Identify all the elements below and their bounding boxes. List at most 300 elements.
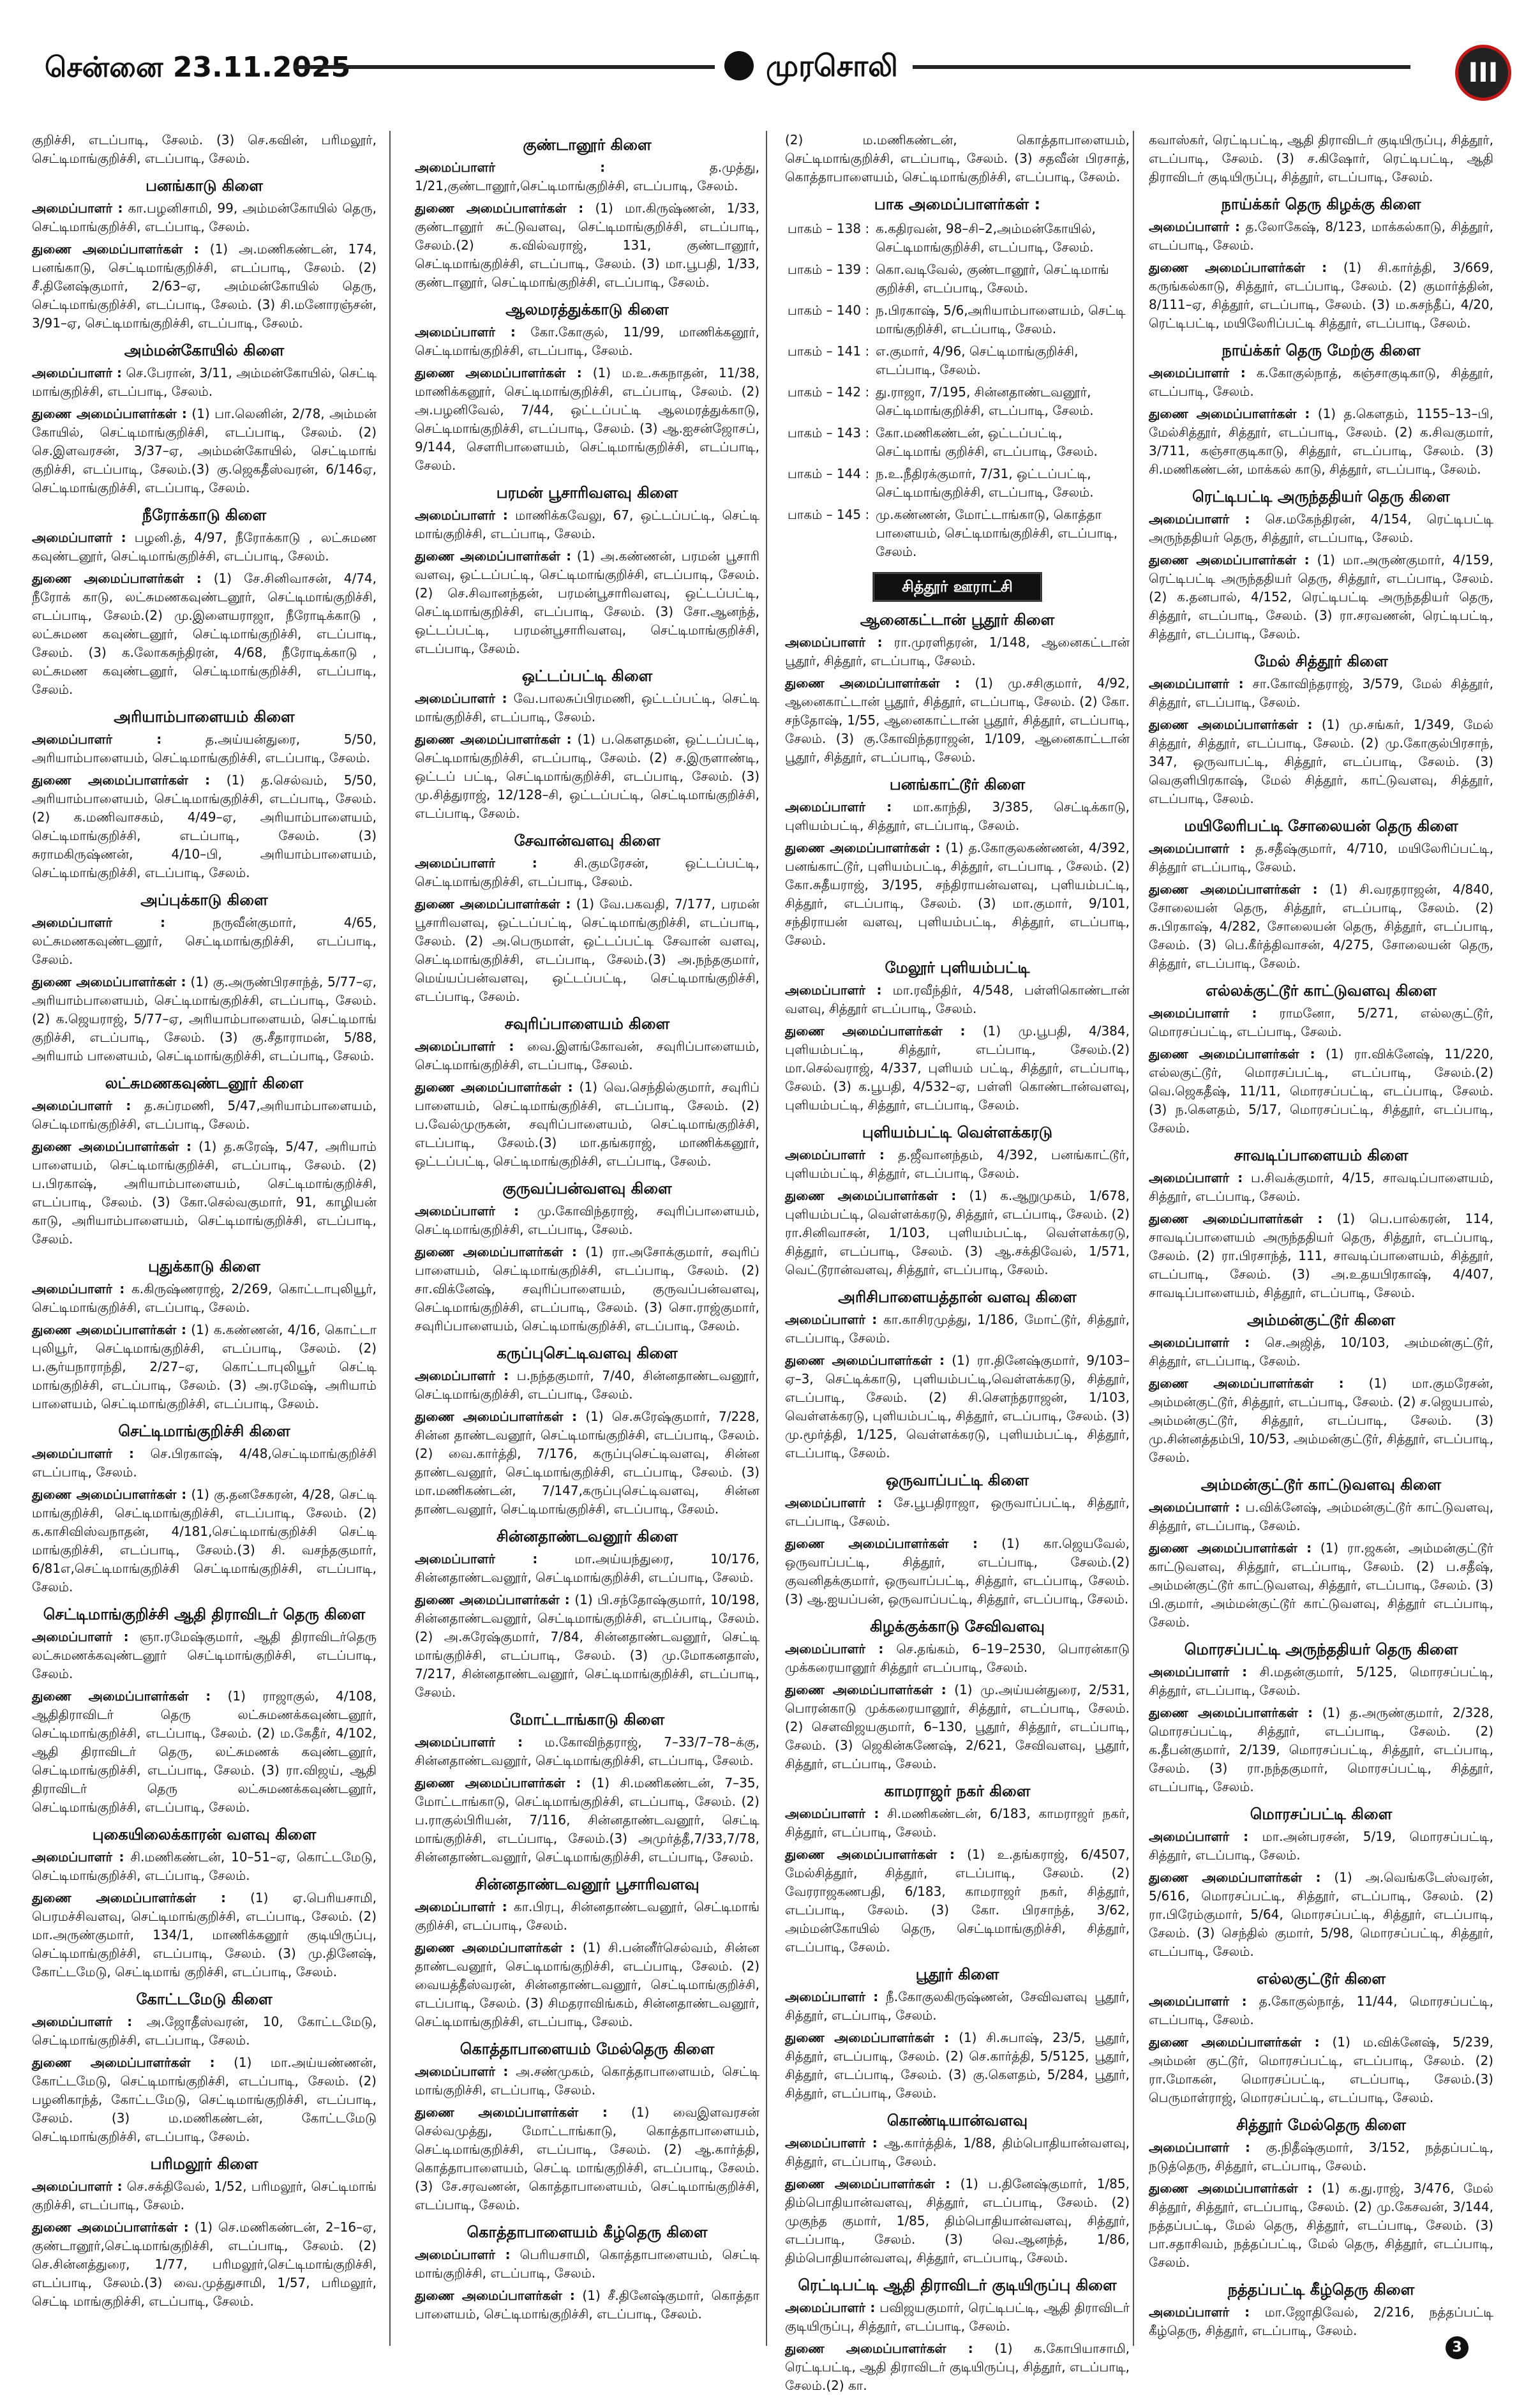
branch-section	[32, 2155, 377, 2311]
branch-heading: கிழக்குக்காடு சேவிவளவு	[870, 1618, 1045, 1635]
role-label: துணை அமைப்பாளர்கள் :	[1149, 1540, 1312, 1556]
branch-section	[1149, 1805, 1493, 1961]
appointment-paragraph	[1149, 1868, 1493, 1961]
branch-heading: லட்சுமணகவுண்டனூர் கிளை	[105, 1074, 304, 1092]
branch-heading: அம்மன்கோயில் கிளை	[124, 342, 285, 359]
member-details: (1) பி.சந்தோஷ்குமார், 10/198, சின்னதாண்டவனூர், செட்டிமாங்குறிச்சி, எடப்பாடி, சேலம். (2) அ.சுரேஷ்குமார், 7/84, சின்னதாண்டவனூர், செட்டி மாங்குறிச்சி, எடப்பாடி, சேலம். (3) மு.மோகனதாஸ், 7/217, சின்னதாண்டவனூர், செட்டிமாங்குறிச்சி, எடப்பாடி, சேலம்.	[415, 1592, 759, 1700]
branch-section	[415, 301, 759, 475]
role-label: அமைப்பாளர் :	[32, 365, 123, 380]
member-details: ராமனோ, 5/271, எல்லகுட்டூர், மொரசப்பட்டி, எடப்பாடி, சேலம்.	[1149, 1005, 1494, 1039]
member-details: (1) பா.லெனின், 2/78, அம்மன் கோயில், செட்டிமாங்குறிச்சி, எடப்பாடி, சேலம். (2) செ.இளவரசன், 3/37–ஏ, அம்மன்கோயில், செட்டிமாங் குறிச்சி, எடப்பாடி, சேலம்.(3) கு.ஜெகதீஸ்வரன், 6/146ஏ, செட்டிமாங்குறிச்சி, எடப்பாடி, சேலம்.	[32, 406, 377, 495]
booth-row	[785, 340, 1130, 381]
member-details: பெரியசாமி, கொத்தாபாளையம், செட்டி மாங்குறிச்சி, எடப்பாடி, சேலம்.	[415, 2247, 759, 2281]
role-label: அமைப்பாளர் :	[1149, 1335, 1250, 1350]
appointment-paragraph	[1149, 1498, 1493, 1535]
appointment-paragraph	[32, 1280, 377, 1317]
appointment-paragraph	[415, 1037, 759, 1074]
role-label: அமைப்பாளர் :	[415, 1039, 514, 1054]
member-details: ஆ.கார்த்திக், 1/88, திம்பொதியான்வளவு, சித்தூர், எடப்பாடி, சேலம்.	[785, 2135, 1130, 2169]
branch-section	[1149, 488, 1493, 643]
member-details: செ.அஜித், 10/103, அம்மன்குட்டூர், சித்தூர், எடப்பாடி, சேலம்.	[1149, 1335, 1494, 1369]
role-label: துணை அமைப்பாளர்கள் :	[415, 2288, 575, 2303]
member-details: த.சுப்ரமணி, 5/47,அரியாம்பாளையம், செட்டிமாங்குறிச்சி, எடப்பாடி, சேலம்.	[32, 1098, 377, 1132]
role-label: அமைப்பாளர் :	[415, 1734, 523, 1750]
page-header	[26, 45, 1519, 96]
member-details: (1) கா.ஜெயவேல், ஒருவாப்பட்டி, சித்தூர், எடப்பாடி, சேலம்.(2) குவனிதக்குமார், ஒருவாப்பட்டி, சித்தூர், எடப்பாடி, சேலம். (3) ஆ.ஐயப்பன், ஒருவாப்பட்டி, சித்தூர், எடப்பாடி, சேலம்.	[785, 1536, 1130, 1607]
member-details: (1) மா.கிருஷ்ணன், 1/33, குண்டானூர் சுட்டுவளவு, செட்டிமாங்குறிச்சி, எடப்பாடி, சேலம்.(2) க.வில்வராஜ், 131, குண்டானூர், செட்டிமாங்குறிச்சி, எடப்பாடி, சேலம். (3) மா.பூபதி, 1/33, குண்டானூர், செட்டிமாங்குறிச்சி, எடப்பாடி, சேலம்.	[415, 200, 759, 290]
role-label: துணை அமைப்பாளர்கள் :	[1149, 406, 1310, 421]
appointment-paragraph	[785, 1640, 1130, 1677]
role-label: துணை அமைப்பாளர்கள் :	[785, 2030, 950, 2045]
role-label: துணை அமைப்பாளர்கள் :	[785, 1536, 978, 1551]
appointment-paragraph	[1149, 1210, 1493, 1302]
booth-row	[785, 504, 1130, 563]
member-details: க.கோகுல்நாத், கஞ்சாகுடிகாடு, சித்தூர், எடப்பாடி, சேலம்.	[1149, 365, 1493, 399]
appointment-paragraph	[415, 547, 759, 658]
branch-section	[785, 776, 1130, 950]
branch-section	[415, 2040, 759, 2214]
branch-heading: ஒருவாப்பட்டி கிளை	[885, 1471, 1029, 1489]
branch-heading: சின்னதாண்டவனூர் பூசாரிவளவு	[475, 1875, 699, 1893]
role-label: துணை அமைப்பாளர்கள் :	[32, 571, 202, 586]
appointment-paragraph	[785, 1681, 1130, 1773]
branch-section	[785, 1618, 1130, 1773]
appointment-paragraph	[415, 1243, 759, 1335]
branch-section	[1149, 131, 1493, 186]
role-label: அமைப்பாளர் :	[415, 324, 516, 340]
branch-section	[785, 1782, 1130, 1956]
member-details: (1) த.கௌதம், 1155–13–பி, மேல்சித்தூர், சித்தூர், எடப்பாடி, சேலம். (2) க.சிவகுமார், 3/711, கஞ்சாகுடிகாடு, சித்தூர், எடப்பாடி, சேலம். (3) சி.மணிகண்டன், மாக்கல் காடு, சித்தூர், எடப்பாடி, சேலம்.	[1149, 406, 1493, 477]
branch-heading: அம்மன்குட்டூர் கிளை	[1246, 1311, 1396, 1329]
member-details: (1) த.அருண்குமார், 2/328, மொரசப்பட்டி, சித்தூர், எடப்பாடி, சேலம். (2) க.தீபன்குமார், 2/139, மொரசப்பட்டி, சித்தூர், எடப்பாடி, சேலம். (3) ரா.நந்தகுமார், மொரசப்பட்டி, சித்தூர், எடப்பாடி, சேலம்.	[1149, 1705, 1493, 1794]
role-label: அமைப்பாளர் :	[32, 2179, 123, 2194]
role-label: அமைப்பாளர் :	[415, 2064, 509, 2079]
branch-section	[415, 1344, 759, 1519]
role-label: அமைப்பாளர் :	[415, 1203, 520, 1219]
appointment-paragraph	[32, 1485, 377, 1596]
member-details: மா.காந்தி, 3/385, செட்டிக்காடு, புளியம்பட்டி, சித்தூர், எடப்பாடி, சேலம்.	[785, 799, 1130, 833]
branch-heading: ரெட்டிபட்டி ஆதி திராவிடர் குடியிருப்பு கிளை	[798, 2276, 1117, 2294]
appointment-paragraph	[415, 1078, 759, 1171]
role-label: அமைப்பாளர் :	[785, 1989, 879, 2004]
member-details: (1) சி.கார்த்தி, 3/669, கருங்கல்காடு, சித்தூர், எடப்பாடி, சேலம். (2) குமார்த்தின், 8/111–ஏ, சித்தூர், எடப்பாடி, சேலம். (3) ம.சுசந்தீப், 4/20, ரெட்டிபட்டி, மயிலேரிப்பட்டி சித்தூர், எடப்பாடி, சேலம்.	[1149, 260, 1493, 331]
branch-heading: சாவடிப்பாளையம் கிளை	[1234, 1146, 1409, 1164]
booth-number: பாகம் – 139 :	[788, 262, 870, 277]
appointment-paragraph	[32, 913, 377, 969]
branch-section	[415, 1711, 759, 1866]
branch-heading: சேவான்வளவு கிளை	[514, 832, 661, 850]
branch-section	[415, 484, 759, 658]
appointment-paragraph	[415, 2062, 759, 2099]
role-label: துணை அமைப்பாளர்கள் :	[785, 1188, 957, 1203]
branch-heading: பனங்காடு கிளை	[146, 177, 263, 195]
role-label: அமைப்பாளர் :	[32, 732, 162, 747]
branch-section	[1149, 1476, 1493, 1632]
role-label: துணை அமைப்பாளர்கள் :	[1149, 552, 1310, 567]
role-label: அமைப்பாளர் :	[1149, 511, 1250, 527]
branch-heading: மயிலேரிபட்டி சோலையன் தெரு கிளை	[1184, 817, 1458, 835]
role-label: துணை அமைப்பாளர்கள் :	[785, 1847, 955, 1862]
role-label: துணை அமைப்பாளர்கள் :	[1149, 1211, 1323, 1226]
booth-number: பாகம் – 138 :	[788, 221, 870, 236]
column-divider	[389, 131, 391, 2346]
member-details: மாணிக்கவேலு, 67, ஒட்டப்பட்டி, செட்டி மாங்குறிச்சி, எடப்பாடி, சேலம்.	[415, 507, 760, 541]
appointment-paragraph	[785, 1146, 1130, 1183]
member-details: (1) மா.குமரேசன், அம்மன்குட்டூர், சித்தூர், எடப்பாடி, சேலம். (2) ச.ஜெயபால், அம்மன்குட்டூர், சித்தூர், எடப்பாடி, சேலம். (3) மு.சின்னத்தம்பி, 10/53, அம்மன்குட்டூர், சித்தூர், எடப்பாடி, சேலம்.	[1149, 1376, 1493, 1465]
member-details: (1) அ.மணிகண்டன், 174, பனங்காடு, செட்டிமாங்குறிச்சி, எடப்பாடி, சேலம். (2) சீ.தினேஷ்குமார், 2/63–ஏ, அம்மன்கோயில் தெரு, செட்டிமாங்குறிச்சி, எடப்பாடி, சேலம். (3) சி.மனோரஞ்சன், 3/91–ஏ, செட்டிமாங்குறிச்சி, எடப்பாடி, சேலம்.	[32, 241, 377, 331]
branch-section	[32, 506, 377, 699]
branch-section	[32, 177, 377, 333]
branch-heading: அரிசிபாளையத்தான் வளவு கிளை	[838, 1288, 1077, 1306]
appointment-paragraph	[785, 1805, 1130, 1842]
role-label: அமைப்பாளர் :	[785, 1495, 883, 1510]
header-rule-right	[913, 65, 1410, 69]
member-details: (1) சி.சுபாஷ், 23/5, பூதூர், சித்தூர், எடப்பாடி, சேலம். (2) செ.கார்த்தி, 5/5125, பூதூர், சித்தூர், எடப்பாடி, சேலம். (3) கு.கௌதம், 5/284, பூதூர், சித்தூர், எடப்பாடி, சேலம்.	[785, 2030, 1130, 2101]
branch-heading: புதுக்காடு கிளை	[148, 1258, 260, 1275]
footer-page-number: 3	[1446, 2336, 1469, 2359]
branch-heading: பாக அமைப்பாளர்கள் :	[874, 195, 1041, 213]
branch-heading: மொரசப்பட்டி கிளை	[1250, 1805, 1393, 1823]
branch-section	[32, 1826, 377, 1981]
appointment-paragraph	[1149, 1992, 1493, 2029]
appointment-paragraph	[785, 2029, 1130, 2103]
appointment-paragraph	[32, 199, 377, 236]
member-details: (1) க.கோபியாசாமி, ரெட்டிபட்டி, ஆதி திராவிடர் குடியிருப்பு, சித்தூர், எடப்பாடி, சேலம்.(2) கா.	[785, 2341, 1130, 2393]
role-label: துணை அமைப்பாளர்கள் :	[32, 2219, 189, 2235]
branch-heading: ரெட்டிபட்டி அருந்ததியர் தெரு கிளை	[1192, 488, 1450, 506]
role-label: துணை அமைப்பாளர்கள் :	[415, 1940, 576, 1955]
appointment-paragraph	[1149, 839, 1493, 876]
branch-section	[1149, 1970, 1493, 2107]
appointment-paragraph	[415, 1898, 759, 1935]
role-label: துணை அமைப்பாளர்கள் :	[415, 1592, 570, 1607]
role-label: அமைப்பாளர் :	[1149, 2140, 1250, 2155]
appointment-paragraph	[785, 981, 1130, 1018]
branch-section	[785, 1471, 1130, 1609]
member-details: மு.கோவிந்தராஜ், சவுரிப்பாளையம், செட்டிமாங்குறிச்சி, எடப்பாடி, சேலம்.	[415, 1203, 759, 1237]
member-details: (1) க.து.ராஜ், 3/476, மேல் சித்தூர், சித்தூர், எடப்பாடி, சேலம். (2) மு.கேசவன், 3/144, நத்தப்பட்டி, மேல் தெரு, சித்தூர், எடப்பாடி, சேலம். (3) பா.சதாசிவம், நத்தப்பட்டி, மேல் தெரு, சித்தூர், எடப்பாடி, சேலம்.	[1149, 2181, 1493, 2270]
member-details: த.கோகுல்நாத், 11/44, மொரசப்பட்டி, எடப்பாடி, சேலம்.	[1149, 1993, 1494, 2027]
role-label: அமைப்பாளர் :	[1149, 676, 1244, 691]
role-label: துணை அமைப்பாளர்கள் :	[415, 1079, 573, 1095]
appointment-paragraph	[1149, 259, 1493, 333]
appointment-paragraph	[415, 323, 759, 360]
branch-heading: மொரசப்பட்டி அருந்ததியர் தெரு கிளை	[1184, 1640, 1458, 1658]
role-label: அமைப்பாளர் :	[1149, 219, 1241, 234]
role-label: அமைப்பாளர் :	[785, 1147, 885, 1162]
appointment-paragraph	[785, 1988, 1130, 2025]
branch-section	[32, 708, 377, 882]
branch-heading: மோட்டாங்காடு கிளை	[509, 1711, 665, 1729]
role-label: துணை அமைப்பாளர்கள் :	[785, 1353, 945, 1368]
branch-section	[785, 1288, 1130, 1462]
member-details: கவாஸ்கர், ரெட்டிபட்டி, ஆதி திராவிடர் குடியிருப்பு, சித்தூர், எடப்பாடி, சேலம். (3) ச.கிஷோர், ரெட்டிபட்டி, ஆதி திராவிடர் குடியிருப்பு, சித்தூர், எடப்பாடி, சேலம்.	[1149, 132, 1493, 184]
branch-section	[415, 1180, 759, 1335]
role-label: துணை அமைப்பாளர்கள் :	[32, 1890, 226, 1905]
member-details: (1) அ.கண்ணன், பரமன் பூசாரி வளவு, ஒட்டப்பட்டி, செட்டிமாங்குறிச்சி, எடப்பாடி, சேலம். (2) செ.சிவானந்தன், பரமன்பூசாரிவளவு, ஒட்டப்பட்டி, செட்டிமாங்குறிச்சி, எடப்பாடி, சேலம். (3) சோ.ஆனந்த், ஒட்டப்பட்டி, பரமன்பூசாரிவளவு, செட்டிமாங்குறிச்சி, எடப்பாடி, சேலம்.	[415, 548, 759, 656]
branch-section	[1149, 1146, 1493, 1302]
branch-heading: பரமன் பூசாரிவளவு கிளை	[496, 484, 678, 502]
member-details: கா.பிரபு, சின்னதாண்டவனூர், செட்டிமாங் குறிச்சி, எடப்பாடி, சேலம்.	[415, 1899, 759, 1933]
booth-number: பாகம் – 141 :	[788, 343, 870, 359]
appointment-paragraph	[1149, 2303, 1493, 2340]
member-details: பழனி.த், 4/97, நீரோக்காடு , லட்சுமண கவுண்டனூர், செட்டிமாங்குறிச்சி, எடப்பாடி, சேலம்.	[32, 530, 377, 564]
role-label: துணை அமைப்பாளர்கள் :	[1149, 2034, 1320, 2050]
member-details: (1) வெ.செந்தில்குமார், சவுரிப் பாளையம், செட்டிமாங்குறிச்சி, எடப்பாடி, சேலம். (2) ப.வேல்முருகன், சவுரிப்பாளையம், செட்டிமாங்குறிச்சி, எடப்பாடி, சேலம்.(3) மா.தங்கராஜ், மாணிக்கனூர், ஒட்டப்பட்டி, செட்டிமாங்குறிச்சி, எடப்பாடி, சேலம்.	[415, 1079, 759, 1169]
member-details: (1) ம.விக்னேஷ், 5/239, அம்மன் குட்டூர், மொரசப்பட்டி, எடப்பாடி, சேலம். (2) ரா.மோகன், மொரசப்பட்டி, எடப்பாடி, சேலம்.(3) பெருமாள்ராஜ், மொரசப்பட்டி, எடப்பாடி, சேலம்.	[1149, 2034, 1493, 2105]
member-details: செ.பேரான், 3/11, அம்மன்கோயில், செட்டி மாங்குறிச்சி, எடப்பாடி, சேலம்.	[32, 365, 377, 399]
appointment-paragraph	[32, 2177, 377, 2214]
appointment-paragraph	[415, 199, 759, 292]
branch-section	[1149, 195, 1493, 333]
booth-number: பாகம் – 142 :	[788, 384, 870, 400]
text-column-3	[785, 131, 1130, 2393]
booth-row	[785, 218, 1130, 259]
booth-agent: கொ.வடிவேல், குண்டானூர், செட்டிமாங் குறிச்சி, எடப்பாடி, சேலம்.	[876, 262, 1109, 296]
appointment-paragraph	[415, 1939, 759, 2031]
branch-section	[415, 667, 759, 823]
role-label: துணை அமைப்பாளர்கள் :	[32, 1688, 211, 1704]
member-details: (1) கு.அருண்பிரசாந்த், 5/77–ஏ, அரியாம்பாளையம், செட்டிமாங்குறிச்சி, எடப்பாடி, சேலம். (2) க.ஜெயராஜ், 5/77–ஏ, அரியாம்பாளையம், செட்டிமாங் குறிச்சி, எடப்பாடி, சேலம். (3) கு.சீதாராமன், 5/88, அரியாம் பாளையம், செட்டிமாங்குறிச்சி, எடப்பாடி, சேலம்.	[32, 974, 377, 1063]
appointment-paragraph	[1149, 2033, 1493, 2107]
branch-heading: எல்லகுட்டூர் கிளை	[1256, 1970, 1386, 1988]
member-details: கா.காசிரமுத்து, 1/186, மோட்டூர், சித்தூர், எடப்பாடி, சேலம்.	[785, 1312, 1130, 1346]
role-label: அமைப்பாளர் :	[32, 1098, 131, 1113]
appointment-paragraph	[1149, 364, 1493, 401]
appointment-paragraph	[785, 1535, 1130, 1609]
member-details: (1) ராஜாகுல், 4/108, ஆதிதிராவிடர் தெரு லட்சுமணக்கவுண்டனூர், செட்டிமாங்குறிச்சி, எடப்பாடி, சேலம். (2) ம.கேதீர், 4/102, ஆதி திராவிடர் தெரு, லட்சுமணக் கவுண்டனூர், செட்டிமாங்குறிச்சி, எடப்பாடி, சேலம். (3) ரா.விஜய், ஆதி திராவிடர் தெரு லட்சுமணக்கவுண்டனூர், செட்டிமாங்குறிச்சி, எடப்பாடி, சேலம்.	[32, 1688, 377, 1815]
member-details: (1) பெ.பால்கரன், 114, சாவடிப்பாளையம் அருந்ததியர் தெரு, சித்தூர், எடப்பாடி, சேலம். (2) ரா.பிரசாந்த், 111, சாவடிப்பாளையம், சித்தூர், எடப்பாடி, சேலம். (3) அ.உதயபிரகாஷ், 4/407, சாவடிப்பாளையம், சித்தூர், எடப்பாடி, சேலம்.	[1149, 1211, 1493, 1300]
branch-heading: ஆலமரத்துக்காடு கிளை	[505, 301, 669, 319]
branch-heading: புகையிலைக்காரன் வளவு கிளை	[92, 1826, 317, 1843]
role-label: துணை அமைப்பாளர்கள் :	[32, 406, 187, 421]
column-divider	[1133, 131, 1134, 2346]
member-details: (1) சி.பன்னீர்செல்வம், சின்ன தாண்டவனூர், செட்டிமாங்குறிச்சி, எடப்பாடி, சேலம். (2) வையத்தீஸ்வரன், சின்னதாண்டவனூர், செட்டிமாங்குறிச்சி, எடப்பாடி, சேலம். (3) சிமதராவிங்கம், சின்னதாண்டவனூர், செட்டிமாங்குறிச்சி, எடப்பாடி, சேலம்.	[415, 1940, 759, 2029]
branch-section	[1149, 1640, 1493, 1796]
member-details: (1) ரா.விக்னேஷ், 11/220, எல்லகுட்டூர், மொரசப்பட்டி, எடப்பாடி, சேலம்.(2) வெ.ஜெகதீஷ், 11/11, மொரசப்பட்டி, எடப்பாடி, சேலம். (3) ந.கௌதம், 5/17, மொரசப்பட்டி, சித்தூர், எடப்பாடி, சேலம்.	[1149, 1046, 1493, 1136]
appointment-paragraph	[32, 1137, 377, 1249]
appointment-paragraph	[32, 569, 377, 699]
appointment-paragraph	[785, 839, 1130, 950]
appointment-paragraph	[415, 689, 759, 726]
appointment-paragraph	[1149, 1169, 1493, 1206]
branch-section	[32, 131, 377, 168]
branch-heading: அம்மன்குட்டூர் காட்டுவளவு கிளை	[1200, 1476, 1442, 1494]
member-details: த.ஜீவானந்தம், 4/392, பனங்காட்டூர், புளியம்பட்டி, சித்தூர், எடப்பாடி, சேலம்.	[785, 1147, 1130, 1181]
branch-heading: மேல் சித்தூர் கிளை	[1254, 652, 1388, 670]
appointment-paragraph	[785, 633, 1130, 670]
tiger-logo-icon	[724, 51, 754, 80]
booth-number: பாகம் – 144 :	[788, 466, 870, 481]
member-details: (1) ரா.அசோக்குமார், சவுரிப் பாளையம், செட்டிமாங்குறிச்சி, எடப்பாடி, சேலம். (2) சா.விக்னேஷ், சவுரிப்பாளையம், குருவப்பன்வளவு, செட்டிமாங்குறிச்சி, எடப்பாடி, சேலம். (3) சொ.ராஜ்குமார், சவுரிப்பாளையம், செட்டிமாங்குறிச்சி, எடப்பாடி, சேலம்.	[415, 1244, 759, 1333]
member-details: செ.தங்கம், 6–19–2530, பொரன்காடு முக்கரையானூர் சித்தூர் எடப்பாடி, சேலம்.	[785, 1641, 1130, 1675]
branch-section	[415, 832, 759, 1006]
member-details: (1) ப.கௌதமன், ஒட்டப்பட்டி, செட்டிமாங்குறிச்சி, எடப்பாடி, சேலம். (2) ச.இருளாண்டி, ஒட்டப் பட்டி, செட்டிமாங்குறிச்சி, எடப்பாடி, சேலம். (3) மு.சித்துராஜ், 12/128–சி, ஒட்டப்பட்டி, செட்டிமாங்குறிச்சி, எடப்பாடி, சேலம்.	[415, 732, 759, 821]
branch-section	[1149, 2116, 1493, 2272]
branch-section	[785, 2276, 1130, 2395]
branch-heading: பூதூர் கிளை	[915, 1965, 999, 1983]
appointment-paragraph	[1149, 1374, 1493, 1467]
member-details: (1) சி.வரதராஜன், 4/840, சோலையன் தெரு, சித்தூர், எடப்பாடி, சேலம். (2) சு.பிரகாஷ், 4/282, சோலையன் தெரு, சித்தூர், எடப்பாடி, சேலம். (3) பெ.கீர்த்திவாசன், 4/275, சோலையன் தெரு, சித்தூர், எடப்பாடி, சேலம்.	[1149, 882, 1493, 971]
appointment-paragraph	[785, 798, 1130, 835]
member-details: ரா.முரளிதரன், 1/148, ஆனைகட்டான் பூதூர், சித்தூர், எடப்பாடி, சேலம்.	[785, 634, 1130, 668]
member-details: (1) த.சுரேஷ், 5/47, அரியாம் பாளையம், செட்டிமாங்குறிச்சி, எடப்பாடி, சேலம். (2) ப.பிரகாஷ், அரியாம்பாளையம், செட்டிமாங்குறிச்சி, எடப்பாடி, சேலம். (3) கோ.செல்வகுமார், 91, காழியன் காடு, அரியாம்பாளையம், செட்டிமாங்குறிச்சி, எடப்பாடி, சேலம்.	[32, 1139, 377, 1247]
member-details: (1) மு.அய்யன்துரை, 2/531, பொரன்காடு முக்கரையானூர், சித்தூர், எடப்பாடி, சேலம். (2) செளவிஜயகுமார், 6–130, பூதூர், சித்தூர், எடப்பாடி, சேலம். (3) ஜெகின்கணேஷ், 2/621, சேவிவளவு, பூதூர், சித்தூர், எடப்பாடி, சேலம்.	[785, 1682, 1130, 1771]
appointment-paragraph	[415, 1591, 759, 1702]
appointment-paragraph	[32, 240, 377, 333]
column-divider	[766, 131, 767, 2346]
member-details: வே.பாலசுப்பிரமணி, ஒட்டப்பட்டி, செட்டி மாங்குறிச்சி, எடப்பாடி, சேலம்.	[415, 691, 760, 725]
booth-agent: து.ராஜா, 7/195, சின்னதாண்டவனூர், செட்டிமாங்குறிச்சி, எடப்பாடி, சேலம்.	[876, 384, 1094, 418]
member-details: த.முத்து, 1/21,குண்டானூர்,செட்டிமாங்குறிச்சி, எடப்பாடி, சேலம்.	[415, 160, 760, 193]
member-details: மா.ரவீந்திர், 4/548, பள்ளிகொண்டான் வளவு, சித்தூர் எடப்பாடி, சேலம்.	[785, 982, 1130, 1016]
member-details: (1) மு.பூபதி, 4/384, புளியம்பட்டி, சித்தூர், எடப்பாடி, சேலம்.(2) மா.செல்வராஜ், 4/337, புளியம் பட்டி, சித்தூர், எடப்பாடி, சேலம். (3) க.பூபதி, 4/532–ஏ, பள்ளி கொண்டான்வளவு, புளியம்பட்டி, சித்தூர், எடப்பாடி, சேலம்.	[785, 1023, 1130, 1113]
appointment-paragraph	[1149, 1663, 1493, 1700]
appointment-paragraph	[1149, 1539, 1493, 1632]
appointment-paragraph	[1149, 675, 1493, 712]
branch-section	[785, 611, 1130, 767]
branch-heading: குருவப்பன்வளவு கிளை	[502, 1180, 672, 1198]
member-details: நீ.கோகுலகிருஷ்ணன், சேவிவளவு பூதூர், சித்தூர், எடப்பாடி, சேலம்.	[785, 1989, 1130, 2023]
member-details: (1) சே.சினிவாசன், 4/74, நீரோக் காடு, லட்சுமணகவுண்டனூர், செட்டிமாங்குறிச்சி, எடப்பாடி, சேலம்.(2) மு.இளையராஜா, நீரோடிக்காடு , லட்சுமண கவுண்டனூர், செட்டிமாங்குறிச்சி, எடப்பாடி, சேலம். (3) க.லோகசுந்திரன், 4/68, நீரோடிக்காடு , லட்சுமண கவுண்டனூர், செட்டிமாங்குறிச்சி, எடப்பாடி, சேலம்.	[32, 571, 377, 697]
role-label: துணை அமைப்பாளர்கள் :	[1149, 882, 1318, 897]
role-label: துணை அமைப்பாளர்கள் :	[32, 2055, 215, 2070]
role-label: அமைப்பாளர் :	[32, 1446, 135, 1461]
role-label: அமைப்பாளர் :	[32, 200, 123, 216]
role-label: துணை அமைப்பாளர்கள் :	[1149, 1376, 1344, 1391]
role-label: துணை அமைப்பாளர்கள் :	[1149, 717, 1313, 732]
branch-heading: பரிமலூர் கிளை	[150, 2155, 258, 2173]
member-details: (1) ரா.ஜகன், அம்மன்குட்டூர் காட்டுவளவு, சித்தூர், எடப்பாடி, சேலம். (2) ப.சதீஷ், அம்மன்குட்டூர் காட்டுவளவு, சித்தூர், எடப்பாடி, சேலம். (3) பி.குமார், அம்மன்குட்டூர் காட்டுவளவு, சித்தூர் எடப்பாடி, சேலம்.	[1149, 1540, 1493, 1630]
branch-section	[785, 1965, 1130, 2103]
member-details: கு.நிதீஷ்குமார், 3/152, நத்தப்பட்டி, நடுத்தெரு, சித்தூர், எடப்பாடி, சேலம்.	[1149, 2140, 1494, 2174]
issue-date: சென்னை 23.11.2025	[45, 51, 351, 84]
branch-heading: செட்டிமாங்குறிச்சி கிளை	[118, 1422, 290, 1440]
role-label: துணை அமைப்பாளர்கள் :	[32, 1139, 191, 1154]
appointment-paragraph	[785, 2299, 1130, 2336]
role-label: அமைப்பாளர் :	[1149, 2304, 1250, 2320]
member-details: (1) வே.பகவதி, 7/177, பரமன் பூசாரிவளவு, ஒட்டப்பட்டி, செட்டிமாங்குறிச்சி, எடப்பாடி, சேலம். (2) அ.பெருமாள், ஒட்டப்பட்டி சேவான் வளவு, செட்டிமாங்குறிச்சி, எடப்பாடி, சேலம்.(3) அ.நந்தகுமார், மெய்யப்பன்வளவு, ஒட்டப்பட்டி, செட்டிமாங்குறிச்சி, எடப்பாடி, சேலம்.	[415, 896, 760, 1004]
member-details: ம.கோவிந்தராஜ், 7–33/7–78–க்கு, சின்னதாண்டவனூர், செட்டிமாங்குறிச்சி, எடப்பாடி, சேலம்.	[415, 1734, 759, 1768]
appointment-paragraph	[1149, 1704, 1493, 1796]
member-details: மா.அய்யந்துரை, 10/176, சின்னதாண்டவனூர், செட்டிமாங்குறிச்சி, எடப்பாடி, சேலம்.	[415, 1551, 760, 1585]
member-details: கா.பழனிசாமி, 99, அம்மன்கோயில் தெரு, செட்டிமாங்குறிச்சி, எடப்பாடி, சேலம்.	[32, 200, 377, 234]
role-label: அமைப்பாளர் :	[415, 691, 507, 706]
branch-section	[1149, 342, 1493, 479]
branch-heading: அரியாம்பாளையம் கிளை	[114, 708, 295, 726]
appointment-paragraph	[32, 2053, 377, 2146]
appointment-paragraph	[415, 1733, 759, 1770]
role-label: துணை அமைப்பாளர்கள் :	[415, 896, 571, 912]
appointment-paragraph	[1149, 510, 1493, 547]
appointment-paragraph	[785, 1022, 1130, 1115]
role-label: துணை அமைப்பாளர்கள் :	[785, 2341, 973, 2356]
booth-agent: க.கதிரவன், 98–சி–2,அம்மன்கோயில், செட்டிமாங்குறிச்சி, எடப்பாடி, சேலம்.	[876, 221, 1096, 255]
appointment-paragraph	[1149, 716, 1493, 808]
branch-heading: கொண்டியான்வளவு	[886, 2112, 1028, 2129]
appointment-paragraph	[32, 1445, 377, 1482]
role-label: துணை அமைப்பாளர்கள் :	[415, 1244, 577, 1259]
appointment-paragraph	[32, 529, 377, 566]
page-number-badge: III	[1455, 45, 1511, 101]
role-label: துணை அமைப்பாளர்கள் :	[785, 840, 941, 855]
appointment-paragraph	[785, 1494, 1130, 1531]
member-details: (1) மா.அய்யண்ணன், கோட்டமேடு, செட்டிமாங்குறிச்சி, எடப்பாடி, சேலம். (2) பழனிகாந்த், கோட்டமேடு, செட்டிமாங்குறிச்சி, எடப்பாடி, சேலம். (3) ம.மணிகண்டன், கோட்டமேடு செட்டிமாங்குறிச்சி, எடப்பாடி, சேலம்.	[32, 2055, 377, 2144]
booth-row	[785, 463, 1130, 504]
appointment-paragraph	[1149, 131, 1493, 186]
appointment-paragraph	[1149, 2138, 1493, 2175]
member-details: பவிஜயகுமார், ரெட்டிபட்டி, ஆதி திராவிடர் குடியிருப்பு, சித்தூர், எடப்பாடி, சேலம்.	[785, 2300, 1130, 2334]
appointment-paragraph	[32, 1848, 377, 1885]
role-label: அமைப்பாளர் :	[1149, 841, 1245, 856]
role-label: துணை அமைப்பாளர்கள் :	[32, 772, 211, 788]
member-details: க.கிருஷ்ணராஜ், 2/269, கொட்டாபுலியூர், செட்டிமாங்குறிச்சி, எடப்பாடி, சேலம்.	[32, 1281, 377, 1315]
branch-section	[785, 959, 1130, 1115]
role-label: துணை அமைப்பாளர்கள் :	[32, 1322, 187, 1337]
appointment-paragraph	[415, 730, 759, 823]
appointment-paragraph	[415, 1550, 759, 1587]
role-label: துணை அமைப்பாளர்கள் :	[415, 2105, 608, 2120]
branch-heading: நாய்க்கர் தெரு கிழக்கு கிளை	[1221, 195, 1421, 213]
appointment-paragraph	[1149, 218, 1493, 255]
appointment-paragraph	[32, 1097, 377, 1134]
appointment-paragraph	[32, 405, 377, 497]
member-details: சி.மணிகண்டன், 6/183, காமராஜர் நகர், சித்தூர், எடப்பாடி, சேலம்.	[785, 1806, 1130, 1840]
member-details: ஞா.ரமேஷ்குமார், ஆதி திராவிடர்தெரு லட்சுமணக்கவுண்டனூர் செட்டிமாங்குறிச்சி, எடப்பாடி, சேலம்.	[32, 1629, 377, 1681]
branch-heading: எல்லக்குட்டூர் காட்டுவளவு கிளை	[1206, 982, 1437, 1000]
branch-section	[32, 1990, 377, 2146]
member-details: (1) செ.மணிகண்டன், 2–16–ஏ, குண்டானூர்,செட்டிமாங்குறிச்சி, எடப்பாடி, சேலம். (2) செ.சின்னத்துரை, 1/77, பரிமலூர்,செட்டிமாங்குறிச்சி, எடப்பாடி, சேலம்.(3) வை.முத்துசாமி, 1/57, பரிமலூர், செட்டி மாங்குறிச்சி, எடப்பாடி, சேலம்.	[32, 2219, 377, 2309]
appointment-paragraph	[785, 2339, 1130, 2395]
appointment-paragraph	[32, 2218, 377, 2311]
role-label: துணை அமைப்பாளர்கள் :	[415, 365, 582, 380]
branch-section	[32, 1258, 377, 1413]
booth-number: பாகம் – 145 :	[788, 507, 870, 522]
branch-section	[1149, 982, 1493, 1137]
appointment-paragraph	[785, 1845, 1130, 1956]
appointment-paragraph	[785, 2134, 1130, 2171]
panchayat-banner: சித்தூர் ஊராட்சி	[872, 572, 1042, 602]
appointment-paragraph	[415, 2286, 759, 2324]
member-details: சா.கோவிந்தராஜ், 3/579, மேல் சித்தூர், சித்தூர், எடப்பாடி, சேலம்.	[1149, 676, 1493, 710]
member-details: (1) க.கண்ணன், 4/16, கொட்டா புலியூர், செட்டிமாங்குறிச்சி, எடப்பாடி, சேலம். (2) ப.சூர்யநாராந்தி, 2/27–ஏ, கொட்டாபுலியூர் செட்டி மாங்குறிச்சி, எடப்பாடி, சேலம். (3) அ.ரமேஷ், அரியாம் பாளையம், செட்டிமாங்குறிச்சி, எடப்பாடி, சேலம்.	[32, 1322, 377, 1411]
booth-row	[785, 381, 1130, 422]
role-label: துணை அமைப்பாளர்கள் :	[1149, 260, 1327, 275]
branch-section	[32, 891, 377, 1065]
newspaper-title: முரசொலி	[766, 49, 898, 83]
member-details: (1) அ.வெங்கடேஸ்வரன், 5/616, மொரசப்பட்டி, சித்தூர், எடப்பாடி, சேலம். (2) ரா.பிரேம்குமார், 5/64, மொரசப்பட்டி, சித்தூர், எடப்பாடி, சேலம். (3) செந்தில் குமார், 5/98, மொரசப்பட்டி, சித்தூர், எடப்பாடி, சேலம்.	[1149, 1870, 1493, 1959]
appointment-paragraph	[415, 854, 759, 891]
booth-list	[785, 218, 1130, 563]
booth-agent: மு.கண்ணன், மோட்டாங்காடு, கொத்தா பாளையம், செட்டிமாங்குறிச்சி, எடப்பாடி, சேலம்.	[876, 507, 1118, 559]
appointment-paragraph	[415, 1774, 759, 1866]
role-label: துணை அமைப்பாளர்கள் :	[1149, 2181, 1313, 2196]
appointment-paragraph	[1149, 880, 1493, 973]
appointment-paragraph	[415, 2103, 759, 2214]
booth-row	[785, 259, 1130, 299]
role-label: துணை அமைப்பாளர்கள் :	[785, 675, 961, 691]
role-label: துணை அமைப்பாளர்கள் :	[415, 732, 572, 747]
member-details: த.லோகேஷ், 8/123, மாக்கல்காடு, சித்தூர், எடப்பாடி, சேலம்.	[1149, 219, 1494, 253]
member-details: (1) வைஇளவரசன் செல்வமுத்து, மோட்டாங்காடு, கொத்தாபாளையம், செட்டிமாங்குறிச்சி, எடப்பாடி, சேலம். (2) ஆ.கார்த்தி, கொத்தாபாளையம், செட்டி மாங்குறிச்சி, எடப்பாடி, சேலம்.(3) சே.சரவணன், கொத்தாபாளையம், செட்டிமாங்குறிச்சி, எடப்பாடி, சேலம்.	[415, 2105, 759, 2212]
role-label: துணை அமைப்பாளர்கள் :	[785, 1023, 966, 1039]
branch-section	[1149, 652, 1493, 808]
member-details: அ.ஜோதீஸ்வரன், 10, கோட்டமேடு, செட்டிமாங்குறிச்சி, எடப்பாடி, சேலம்.	[32, 2014, 377, 2048]
branch-heading: நீரோக்காடு கிளை	[142, 506, 267, 524]
branch-heading: ஒட்டப்பட்டி கிளை	[521, 667, 653, 685]
branch-heading: ஆனைகட்டான் பூதூர் கிளை	[860, 611, 1055, 629]
booth-agent: ந.பிரகாஷ், 5/6,அரியாம்பாளையம், செட்டி மாங்குறிச்சி, எடப்பாடி, சேலம்.	[876, 303, 1126, 336]
